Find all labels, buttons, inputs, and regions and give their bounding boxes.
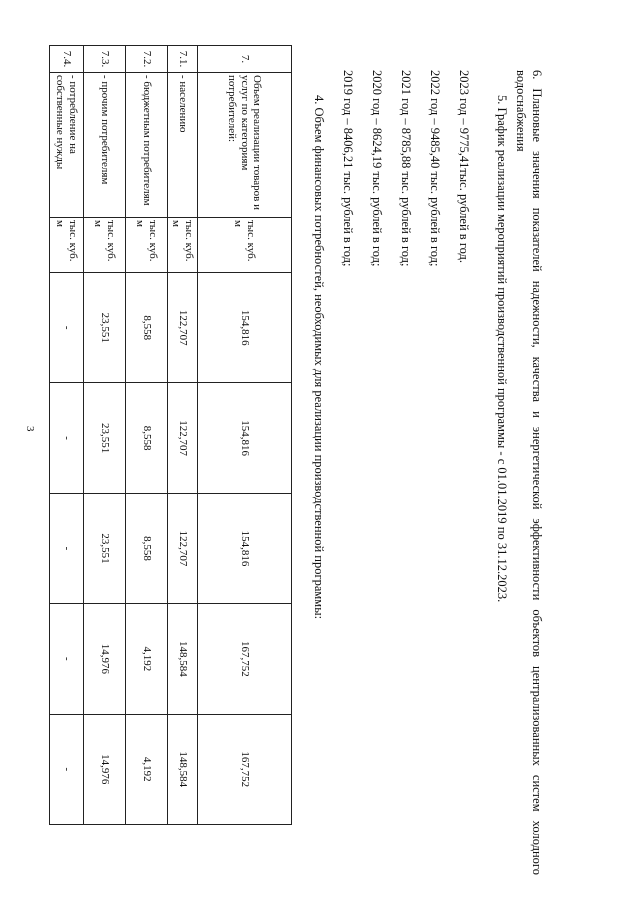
row-category: Объем реализации товаров и услуг по категориям потребителей: [198, 73, 292, 218]
section-6-text: 6. Плановые значения показателей надежности, качества и энергетической эффективности объектов централизованных систем холодного водоснабжения [513, 70, 544, 875]
value-cell: 8,558 [125, 383, 167, 493]
row-number: 7.3. [83, 46, 125, 73]
row-number: 7.2. [125, 46, 167, 73]
row-unit: тыс. куб. м [167, 218, 197, 273]
value-cell: - [49, 714, 83, 824]
section-5-text: 5. График реализации мероприятий производственной программы - с 01.01.2019 по 31.12.2023. [495, 95, 509, 603]
row-unit: тыс. куб. м [83, 218, 125, 273]
value-cell: 122,707 [167, 383, 197, 493]
value-cell: - [49, 604, 83, 714]
table-row [83, 46, 125, 825]
value-cell: 8,558 [125, 273, 167, 383]
row-unit: тыс. куб. м [125, 218, 167, 273]
row-category: - прочим потребителям [83, 73, 125, 218]
value-cell: 148,584 [167, 604, 197, 714]
value-cell: 14,976 [83, 604, 125, 714]
section-4-heading: 4. Объем финансовых потребностей, необходимых для реализации производственной программы: [312, 95, 326, 620]
financial-year-item: 2020 год – 8624,19 тыс. рублей в год; [370, 70, 384, 267]
value-cell: 4,192 [125, 604, 167, 714]
page-number: 3 [24, 426, 36, 432]
row-unit: тыс. куб. м [49, 218, 83, 273]
value-cell: 8,558 [125, 493, 167, 603]
value-cell: 122,707 [167, 493, 197, 603]
value-cell: - [49, 383, 83, 493]
value-cell: 167,752 [198, 714, 292, 824]
value-cell: 4,192 [125, 714, 167, 824]
row-category: - населению [167, 73, 197, 218]
row-unit: тыс. куб. м [198, 218, 292, 273]
table-row [167, 46, 197, 825]
value-cell: 148,584 [167, 714, 197, 824]
table-row [125, 46, 167, 825]
row-number: 7.4. [49, 46, 83, 73]
row-number: 7.1. [167, 46, 197, 73]
financial-year-item: 2022 год – 9485,40 тыс. рублей в год; [428, 70, 442, 267]
consumption-table [49, 45, 292, 825]
value-cell: 23,551 [83, 493, 125, 603]
financial-year-item: 2019 год – 8406,21 тыс. рублей в год; [341, 70, 355, 267]
row-category: - бюджетным потребителям [125, 73, 167, 218]
row-number: 7. [198, 46, 292, 73]
value-cell: 154,816 [198, 273, 292, 383]
row-category: - потребление на собственные нужды [49, 73, 83, 218]
table-row [49, 46, 83, 825]
value-cell: 23,551 [83, 383, 125, 493]
financial-year-item: 2023 год – 9775,41тыс. рублей в год. [457, 70, 471, 264]
value-cell: - [49, 273, 83, 383]
value-cell: 154,816 [198, 383, 292, 493]
financial-year-item: 2021 год – 8785,88 тыс. рублей в год; [399, 70, 413, 267]
table-row [198, 46, 292, 825]
value-cell: 167,752 [198, 604, 292, 714]
value-cell: 154,816 [198, 493, 292, 603]
value-cell: 23,551 [83, 273, 125, 383]
value-cell: 14,976 [83, 714, 125, 824]
value-cell: 122,707 [167, 273, 197, 383]
value-cell: - [49, 493, 83, 603]
